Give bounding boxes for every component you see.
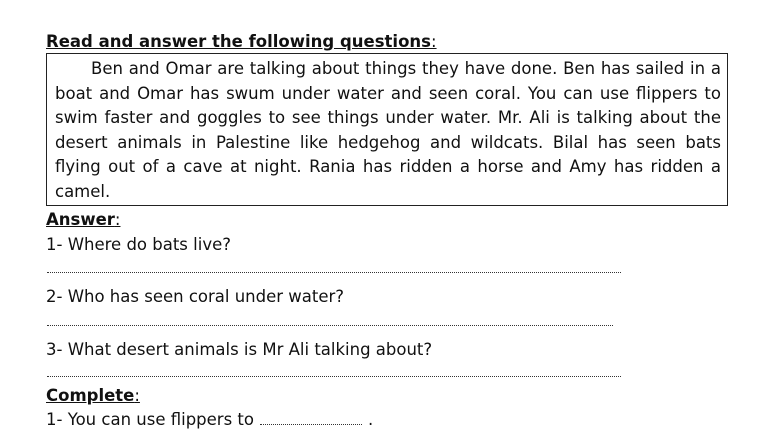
complete-blank-1[interactable] — [260, 412, 362, 425]
question-1: 1- Where do bats live? — [46, 235, 231, 254]
complete-label: Complete: — [46, 386, 140, 405]
answer-line-1[interactable] — [47, 272, 621, 273]
instructions-heading: Read and answer the following questions: — [46, 32, 437, 51]
answer-label: Answer: — [46, 210, 121, 229]
answer-line-3[interactable] — [47, 376, 621, 377]
reading-passage: Ben and Omar are talking about things they have done. Ben has sailed in a boat and Omar has swum under water and seen coral. You can use flippers to swim faster and goggles to see things under water. Mr. Ali is talking about the desert animals in Palestine like hedgehog and wildcats. Bilal has seen bats flying out of a cave at night. Rania has ridden a horse and Amy has ridden a camel. — [46, 53, 728, 206]
complete-item-1 — [46, 410, 373, 430]
question-3: 3- What desert animals is Mr Ali talking about? — [46, 340, 433, 359]
complete-item-1-text: 1- You can use flippers to — [46, 410, 254, 429]
question-2: 2- Who has seen coral under water? — [46, 287, 345, 306]
complete-item-1-end: . — [367, 410, 374, 429]
clipped-top-text — [0, 0, 768, 9]
answer-line-2[interactable] — [47, 325, 613, 326]
